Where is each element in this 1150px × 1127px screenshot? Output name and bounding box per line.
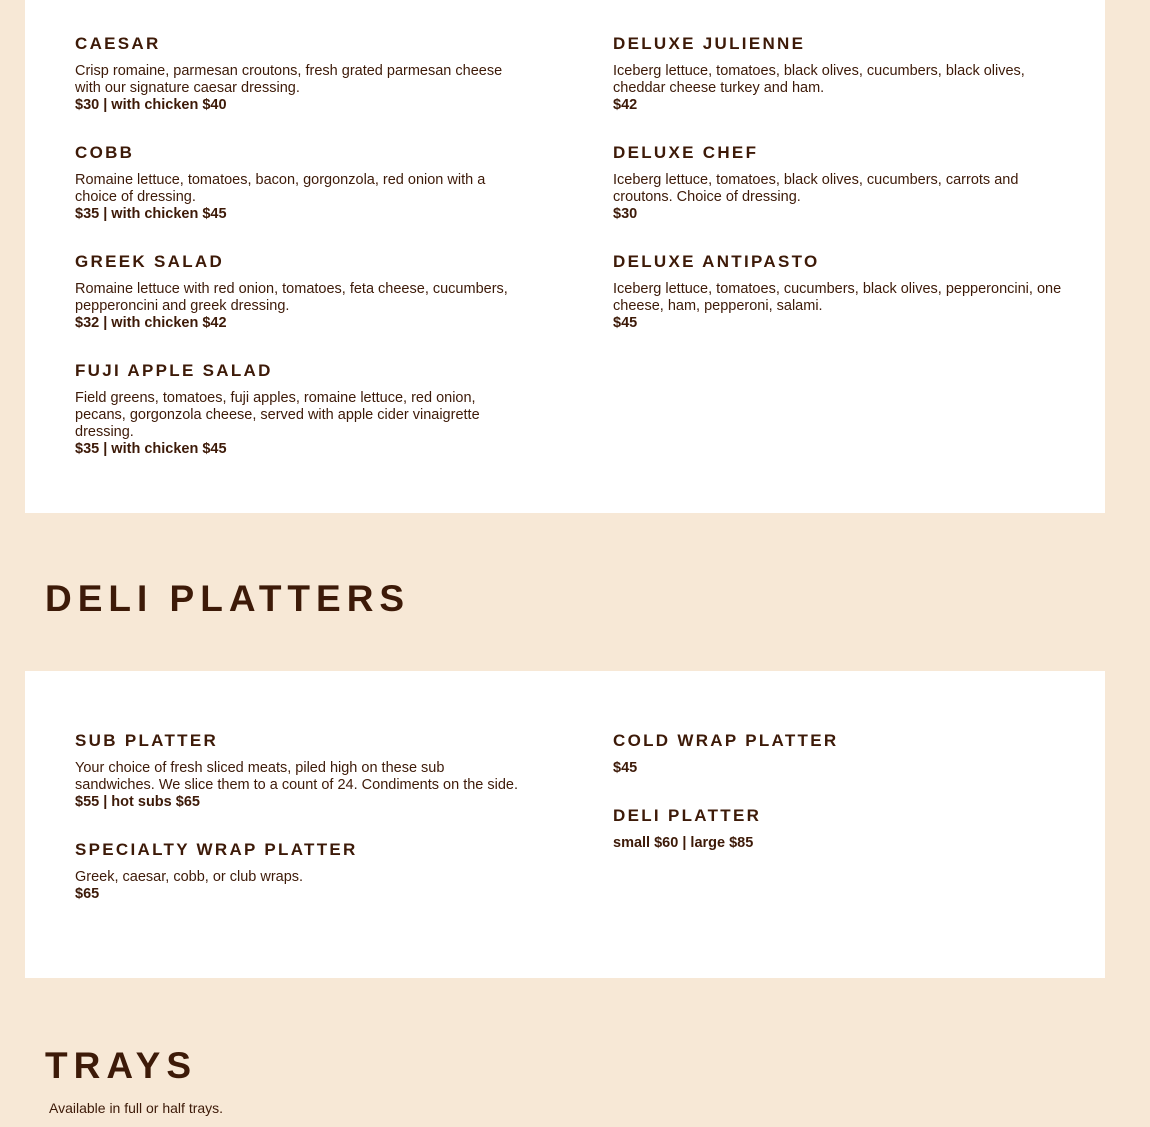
item-price: $30 (613, 206, 638, 222)
platters-left-column (75, 731, 525, 903)
item-description: Iceberg lettuce, tomatoes, black olives, cucumbers, carrots and croutons. Choice of dressing. (613, 172, 1019, 205)
item-name: DELUXE CHEF (613, 143, 759, 162)
menu-item (75, 252, 525, 332)
item-name: DELI PLATTER (613, 806, 762, 825)
item-price: $45 (613, 760, 638, 776)
item-description: Crisp romaine, parmesan croutons, fresh grated parmesan cheese with our signature caesar dressing. (75, 63, 503, 96)
item-price: $32 | with chicken $42 (75, 315, 227, 331)
menu-item (613, 806, 1063, 852)
platters-right-column (613, 731, 1063, 852)
salads-card (25, 0, 1105, 513)
item-price: $55 | hot subs $65 (75, 794, 200, 810)
item-price: $35 | with chicken $45 (75, 441, 227, 457)
item-name: SUB PLATTER (75, 731, 219, 750)
item-price: $42 (613, 97, 638, 113)
menu-item (75, 840, 525, 903)
item-price: $45 (613, 315, 638, 331)
deli-platters-card (25, 671, 1105, 978)
item-name: COBB (75, 143, 135, 162)
item-price: small $60 | large $85 (613, 835, 754, 851)
deli-platters-heading: DELI PLATTERS (45, 578, 411, 619)
trays-heading: TRAYS (45, 1045, 198, 1086)
item-description: Iceberg lettuce, tomatoes, black olives, cucumbers, black olives, cheddar cheese turkey and ham. (613, 63, 1025, 96)
item-name: GREEK SALAD (75, 252, 225, 271)
menu-item (75, 143, 525, 223)
item-name: COLD WRAP PLATTER (613, 731, 839, 750)
item-price: $35 | with chicken $45 (75, 206, 227, 222)
item-name: SPECIALTY WRAP PLATTER (75, 840, 358, 859)
item-description: Romaine lettuce, tomatoes, bacon, gorgonzola, red onion with a choice of dressing. (75, 172, 486, 205)
item-name: DELUXE ANTIPASTO (613, 252, 820, 271)
item-name: CAESAR (75, 34, 161, 53)
item-description: Field greens, tomatoes, fuji apples, romaine lettuce, red onion, pecans, gorgonzola cheese, served with apple cider vinaigrette dressing. (75, 390, 480, 440)
trays-note: Available in full or half trays. (49, 1100, 224, 1116)
menu-item (613, 252, 1063, 332)
item-name: DELUXE JULIENNE (613, 34, 806, 53)
menu-item (75, 731, 525, 811)
item-description: Romaine lettuce with red onion, tomatoes, feta cheese, cucumbers, pepperoncini and greek dressing. (75, 281, 508, 314)
salads-right-column (613, 34, 1063, 332)
item-description: Greek, caesar, cobb, or club wraps. (75, 869, 304, 885)
item-description: Iceberg lettuce, tomatoes, cucumbers, black olives, pepperoncini, one cheese, ham, pepperoni, salami. (613, 281, 1062, 314)
menu-item (613, 143, 1063, 223)
menu-item (75, 34, 525, 114)
item-description: Your choice of fresh sliced meats, piled high on these sub sandwiches. We slice them to a count of 24. Condiments on the side. (75, 760, 519, 793)
salads-left-column (75, 34, 525, 458)
menu-item (613, 731, 1063, 777)
item-price: $30 | with chicken $40 (75, 97, 227, 113)
menu-item (613, 34, 1063, 114)
item-price: $65 (75, 886, 100, 902)
menu-item (75, 361, 525, 458)
item-name: FUJI APPLE SALAD (75, 361, 273, 380)
